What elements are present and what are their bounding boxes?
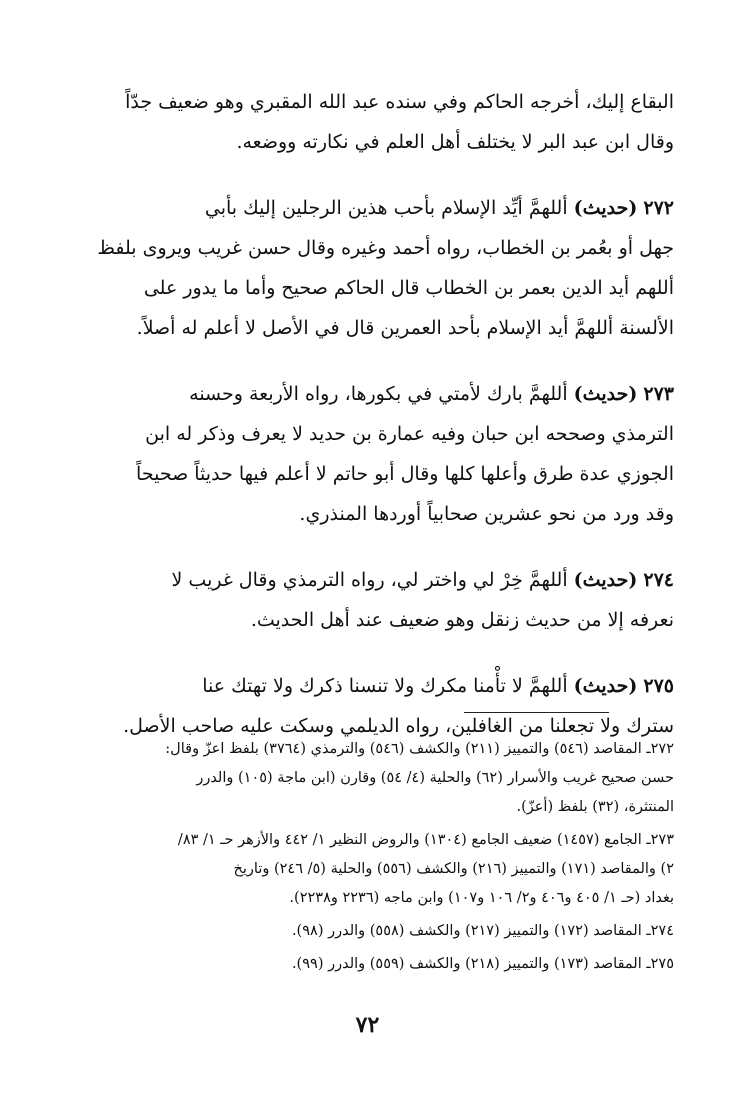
- hadith-272: [64, 188, 674, 348]
- hadith-number: ٢٧٣: [643, 383, 674, 405]
- hadith-number: ٢٧٥: [643, 675, 674, 697]
- hadith-tag: (حديث): [573, 569, 638, 591]
- page-number: ٧٢: [355, 1012, 380, 1038]
- footnote-275: ٢٧٥ـ المقاصد (١٧٣) والتمييز (٢١٨) والكشف (٥٥٩) والدرر (٩٩).: [291, 956, 674, 972]
- hadith-text: أللهمَّ لا تأْمنا مكرك ولا تنسنا ذكرك ولا تهتك عنا سترك ولا تجعلنا من الغافلين، رواه الديلمي وسكت عليه صاحب الأصل.: [123, 675, 674, 737]
- hadith-tag: (حديث): [573, 383, 638, 405]
- hadith-tag: (حديث): [573, 197, 638, 219]
- hadith-275: [64, 666, 674, 746]
- footnote-divider: [464, 712, 609, 713]
- hadith-274: [64, 560, 674, 640]
- paragraph-continuation: [64, 82, 674, 162]
- hadith-text: أللهمَّ خِرْ لي واختر لي، رواه الترمذي وقال غريب لا نعرفه إلا من حديث زنقل وهو ضعيف عند أهل الحديث.: [171, 569, 674, 631]
- hadith-number: ٢٧٤: [643, 569, 674, 591]
- footnote-272: ٢٧٢ـ المقاصد (٥٤٦) والتمييز (٢١١) والكشف (٥٤٦) والترمذي (٣٧٦٤) بلفظ اعزّ وقال: حسن صحيح غريب والأسرار (٦٢) والحلية (٤/ ٥٤) وقارن (ابن ماجة (١٠٥) والدرر المنتثرة، (٣٢) بلفظ (أعزّ).: [165, 741, 674, 815]
- hadith-text: أللهمَّ بارك لأمتي في بكورها، رواه الأربعة وحسنه الترمذي وصححه ابن حبان وفيه عمارة بن حديد لا يعرف وذكر له ابن الجوزي عدة طرق وأعلها كلها وقال أبو حاتم لا أعلم فيها حديثاً صحيحاً وقد ورد من نحو عشرين صحابياً أوردها المنذري.: [136, 383, 674, 525]
- main-text: [64, 82, 674, 772]
- hadith-text: أللهمَّ أيِّد الإسلام بأحب هذين الرجلين إليك بأبي جهل أو بعُمر بن الخطاب، رواه أحمد وغيره وقال حسن غريب ويروى بلفظ أللهم أيد الدين بعمر بن الخطاب قال الحاكم صحيح وأما ما يدور على الألسنة أللهمَّ أيد الإسلام بأحد العمرين قال في الأصل لا أعلم له أصلاً.: [97, 197, 674, 339]
- hadith-tag: (حديث): [573, 675, 638, 697]
- hadith-number: ٢٧٢: [643, 197, 674, 219]
- footnote-273: ٢٧٣ـ الجامع (١٤٥٧) ضعيف الجامع (١٣٠٤) والروض النظير ١/ ٤٤٢ والأزهر حـ ١/ ٨٣/ ٢) والمقاصد (١٧١) والتمييز (٢١٦) والكشف (٥٥٦) والحلية (٥/ ٢٤٦) وتاريخ بغداد (حـ ١/ ٤٠٥ و٤٠٦ و٢/ ١٠٦ و١٠٧) وابن ماجه (٢٢٣٦ و٢٢٣٨).: [177, 832, 674, 906]
- footnotes: [64, 735, 674, 983]
- footnote-274: ٢٧٤ـ المقاصد (١٧٢) والتمييز (٢١٧) والكشف (٥٥٨) والدرر (٩٨).: [291, 923, 674, 939]
- paragraph-text: البقاع إليك، أخرجه الحاكم وفي سنده عبد الله المقبري وهو ضعيف جدّاً وقال ابن عبد البر لا يختلف أهل العلم في نكارته ووضعه.: [125, 91, 674, 153]
- hadith-273: [64, 374, 674, 534]
